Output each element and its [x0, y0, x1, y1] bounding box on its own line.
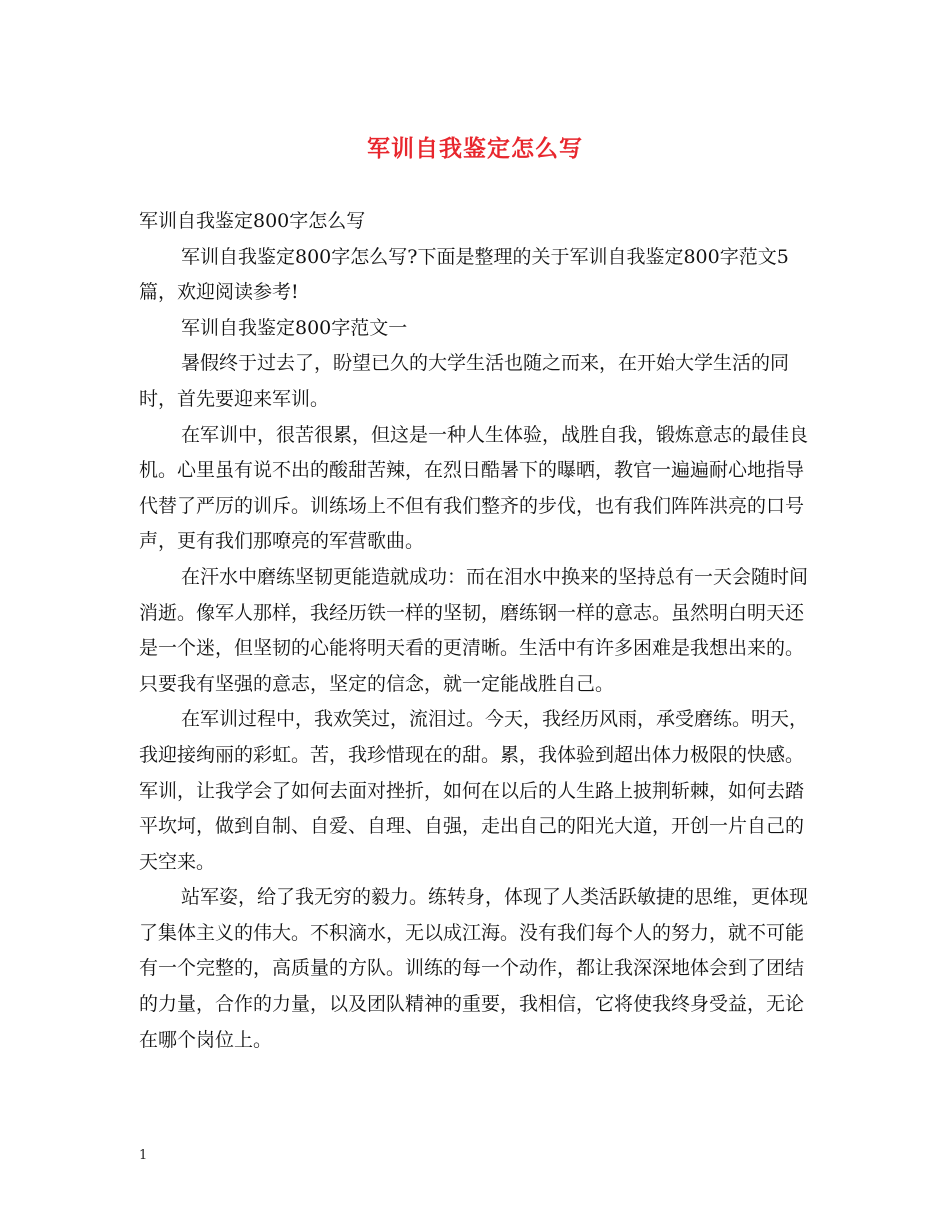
document-subtitle: 军训自我鉴定800字怎么写 [139, 210, 366, 232]
paragraph: 站军姿，给了我无穷的毅力。练转身，体现了人类活跃敏捷的思维，更体现了集体主义的伟大。不积滴水，无以成江海。没有我们每个人的努力，就不可能有一个完整的，高质量的方队。训练的每一个动作，都让我深深地体会到了团结的力量，合作的力量，以及团队精神的重要，我相信，它将使我终身受益，无论在哪个岗位上。 [139, 886, 809, 1051]
section-heading: 军训自我鉴定800字范文一 [181, 316, 408, 339]
document-body [139, 204, 819, 1058]
document-title: 军训自我鉴定怎么写 [367, 135, 583, 162]
page-number: 1 [139, 1148, 148, 1163]
paragraph: 暑假终于过去了，盼望已久的大学生活也随之而来，在开始大学生活的同时，首先要迎来军训。 [139, 352, 790, 410]
paragraph: 在军训过程中，我欢笑过，流泪过。今天，我经历风雨，承受磨练。明天，我迎接绚丽的彩虹。苦，我珍惜现在的甜。累，我体验到超出体力极限的快感。军训，让我学会了如何去面对挫折，如何在以后的人生路上披荆斩棘，如何去踏平坎坷，做到自制、自爱、自理、自强，走出自己的阳光大道，开创一片自己的天空来。 [139, 708, 809, 873]
paragraph-intro: 军训自我鉴定800字怎么写?下面是整理的关于军训自我鉴定800字范文5篇，欢迎阅读参考! [139, 245, 789, 304]
paragraph: 在汗水中磨练坚韧更能造就成功：而在泪水中换来的坚持总有一天会随时间消逝。像军人那样，我经历铁一样的坚韧，磨练钢一样的意志。虽然明白明天还是一个迷，但坚韧的心能将明天看的更清晰。生活中有许多困难是我想出来的。只要我有坚强的意志，坚定的信念，就一定能战胜自己。 [139, 565, 809, 695]
paragraph: 在军训中，很苦很累，但这是一种人生体验，战胜自我，锻炼意志的最佳良机。心里虽有说不出的酸甜苦辣，在烈日酷暑下的曝晒，教官一遍遍耐心地指导代替了严厉的训斥。训练场上不但有我们整齐的步伐，也有我们阵阵洪亮的口号声，更有我们那嘹亮的军营歌曲。 [139, 423, 809, 553]
